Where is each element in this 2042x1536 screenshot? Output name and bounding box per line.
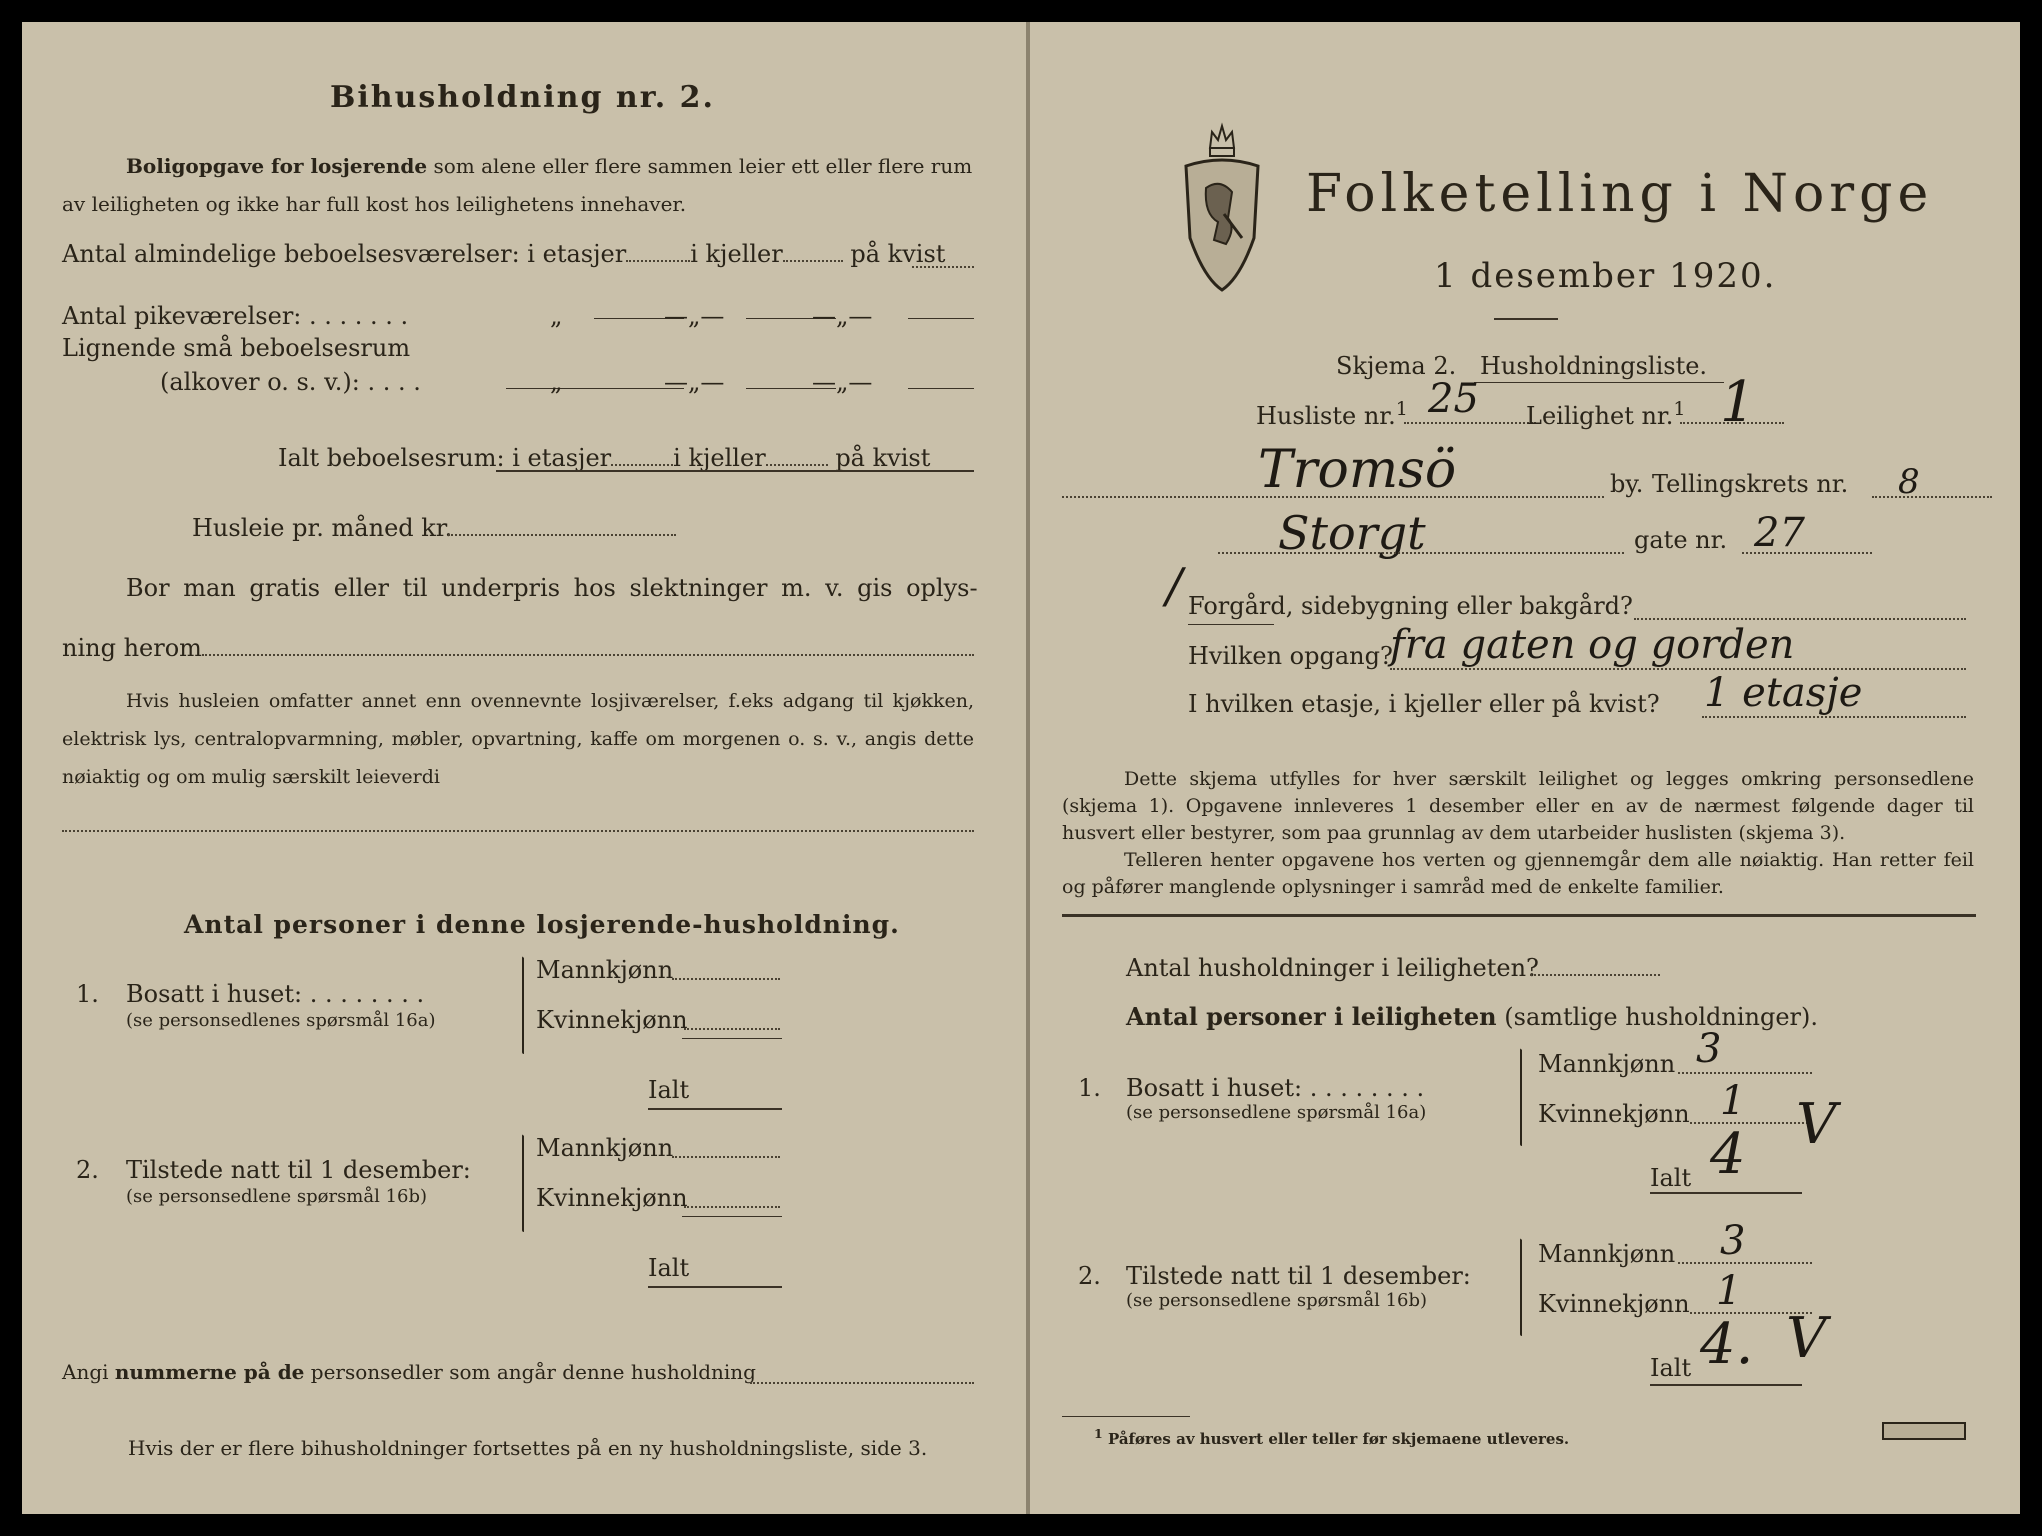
krets-value: 8 — [1898, 462, 1920, 502]
rq2-brace — [1520, 1238, 1522, 1336]
husliste-label: Husliste nr.$^1$ — [1256, 398, 1408, 430]
ditto-3: —„— — [812, 302, 873, 330]
rq1-num: 1. — [1078, 1074, 1101, 1102]
right-footnote: $^1$ Påføres av husvert eller teller før skjemaene utleveres. — [1094, 1426, 1570, 1448]
krets-label: Tellingskrets nr. — [1652, 470, 1849, 498]
dette-text: Dette skjema utfylles for hver særskilt leilighet og legges omkring personsedlene (skjema 1). Opgavene innleveres 1 desember eller en av de nærmest følgende dager til husvert eller bestyrer, som paa grunnlag av dem utarbeider huslisten (skjema 3). — [1062, 768, 1974, 844]
rq1-check-mark: V — [1796, 1092, 1837, 1157]
q2-sub: (se personsedlene spørsmål 16b) — [126, 1186, 428, 1207]
q2-brace — [522, 1134, 524, 1232]
rq1-mann: Mannkjønn — [1538, 1050, 1676, 1078]
forgard-label: Forgård, sidebygning eller bakgård? — [1188, 592, 1633, 620]
gratis-line-2: ning herom — [62, 634, 202, 662]
intro-bold: Boligopgave for losjerende — [126, 154, 428, 178]
q2-label: Tilstede natt til 1 desember: — [126, 1156, 471, 1184]
printer-stamp — [1882, 1422, 1966, 1440]
rq1-label: Bosatt i huset: . . . . . . . . — [1126, 1074, 1425, 1102]
antal-husholdninger: Antal husholdninger i leiligheten? — [1126, 954, 1539, 982]
q1-mann: Mannkjønn — [536, 956, 674, 984]
rq1-sub: (se personsedlene spørsmål 16a) — [1126, 1102, 1427, 1123]
rq2-mann-value: 3 — [1720, 1218, 1746, 1264]
gate-value: 27 — [1754, 510, 1805, 556]
intro-line-2: av leiligheten og ikke har full kost hos leilighetens innehaver. — [62, 192, 687, 216]
rq1-brace — [1520, 1048, 1522, 1146]
intro-line-1 — [126, 154, 972, 178]
row-ialt-beboelsesrum: Ialt beboelsesrum: i etasjer i kjeller på kvist — [278, 444, 931, 472]
main-title: Folketelling i Norge — [1306, 164, 1934, 224]
rq2-label: Tilstede natt til 1 desember: — [1126, 1262, 1471, 1290]
intro-rest: som alene eller flere sammen leier ett eller flere rum — [433, 154, 973, 178]
rq2-mann: Mannkjønn — [1538, 1240, 1676, 1268]
q2-kvinne: Kvinnekjønn — [536, 1184, 688, 1212]
q1-kvinne: Kvinnekjønn — [536, 1006, 688, 1034]
row-lignende-a: Lignende små beboelsesrum — [62, 334, 411, 362]
q1-sub: (se personsedlenes spørsmål 16a) — [126, 1010, 436, 1031]
q1-label: Bosatt i huset: . . . . . . . . — [126, 980, 425, 1008]
rq2-kvinne-value: 1 — [1716, 1268, 1742, 1314]
opgang-value: fra gaten og gorden — [1390, 622, 1795, 668]
skjema-label: Skjema 2. — [1336, 352, 1457, 380]
right-page — [1030, 22, 2020, 1514]
rq1-ialt: Ialt — [1650, 1164, 1692, 1192]
rq2-sub: (se personsedlene spørsmål 16b) — [1126, 1290, 1428, 1311]
left-page — [22, 22, 1026, 1514]
rq2-num: 2. — [1078, 1262, 1101, 1290]
row-alm-vaerelser: Antal almindelige beboelsesværelser: i etasjer i kjeller på kvist — [62, 240, 946, 268]
persons-heading: Antal personer i denne losjerende-husholdning. — [184, 910, 900, 939]
q2-mann: Mannkjønn — [536, 1134, 674, 1162]
left-footer: Hvis der er flere bihusholdninger fortsettes på en ny husholdningsliste, side 3. — [128, 1436, 928, 1460]
opgang-label: Hvilken opgang? — [1188, 642, 1393, 670]
row-pikevaerelser: Antal pikeværelser: . . . . . . . — [62, 302, 409, 330]
row-lignende-b: (alkover o. s. v.): . . . . — [160, 368, 421, 396]
husliste-value: 25 — [1428, 376, 1479, 422]
rq2-ialt-value: 4. — [1700, 1312, 1754, 1377]
rq2-kvinne: Kvinnekjønn — [1538, 1290, 1690, 1318]
ditto-5: —„— — [664, 368, 725, 396]
left-title: Bihusholdning nr. 2. — [330, 80, 715, 115]
ditto-4: „ — [550, 368, 563, 396]
census-date: 1 desember 1920. — [1434, 256, 1777, 296]
skjema-title: Husholdningsliste. — [1480, 352, 1708, 380]
q2-ialt: Ialt — [648, 1254, 690, 1282]
city-value: Tromsö — [1258, 440, 1457, 500]
forgard-mark: / — [1166, 558, 1183, 614]
telleren-text: Telleren henter opgavene hos verten og gjennemgår dem alle nøiaktig. Han retter feil og påfører manglende oplysninger i samråd med de enkelte familier. — [1062, 849, 1974, 898]
q2-num: 2. — [76, 1156, 99, 1184]
street-value: Storgt — [1278, 506, 1426, 560]
rq1-kvinne-value: 1 — [1720, 1078, 1746, 1124]
hvis-husleien-text: Hvis husleien omfatter annet enn ovennevnte losjiværelser, f.eks adgang til kjøkken, elektrisk lys, centralopvarmning, møbler, opvartning, kaffe om morgenen o. s. v., angis dette nøiaktig og om mulig særskilt leieverdi — [62, 690, 974, 788]
ditto-1: „ — [550, 302, 563, 330]
leilighet-value: 1 — [1720, 370, 1756, 435]
angi-line: Angi nummerne på de personsedler som angår denne husholdning — [62, 1360, 756, 1384]
rq1-kvinne: Kvinnekjønn — [1538, 1100, 1690, 1128]
rq2-ialt: Ialt — [1650, 1354, 1692, 1382]
q1-num: 1. — [76, 980, 99, 1008]
antal-personer-heading: Antal personer i leiligheten (samtlige husholdninger). — [1126, 1002, 1819, 1031]
ditto-6: —„— — [812, 368, 873, 396]
gate-label: gate nr. — [1634, 526, 1728, 554]
etasje-label: I hvilken etasje, i kjeller eller på kvist? — [1188, 690, 1660, 718]
q1-brace — [522, 956, 524, 1054]
etasje-value: 1 etasje — [1704, 670, 1863, 716]
gratis-line-1: Bor man gratis eller til underpris hos slektninger m. v. gis oplys- — [126, 574, 978, 602]
rq1-ialt-value: 4 — [1710, 1122, 1746, 1187]
ditto-2: —„— — [664, 302, 725, 330]
rq2-check-mark: V — [1786, 1306, 1827, 1371]
by-label: by. — [1610, 470, 1644, 498]
leilighet-label: Leilighet nr.$^1$ — [1526, 398, 1686, 430]
husleie-label: Husleie pr. måned kr. — [192, 514, 453, 542]
q1-ialt: Ialt — [648, 1076, 690, 1104]
coat-of-arms-icon — [1180, 118, 1264, 294]
rq1-mann-value: 3 — [1696, 1026, 1722, 1072]
